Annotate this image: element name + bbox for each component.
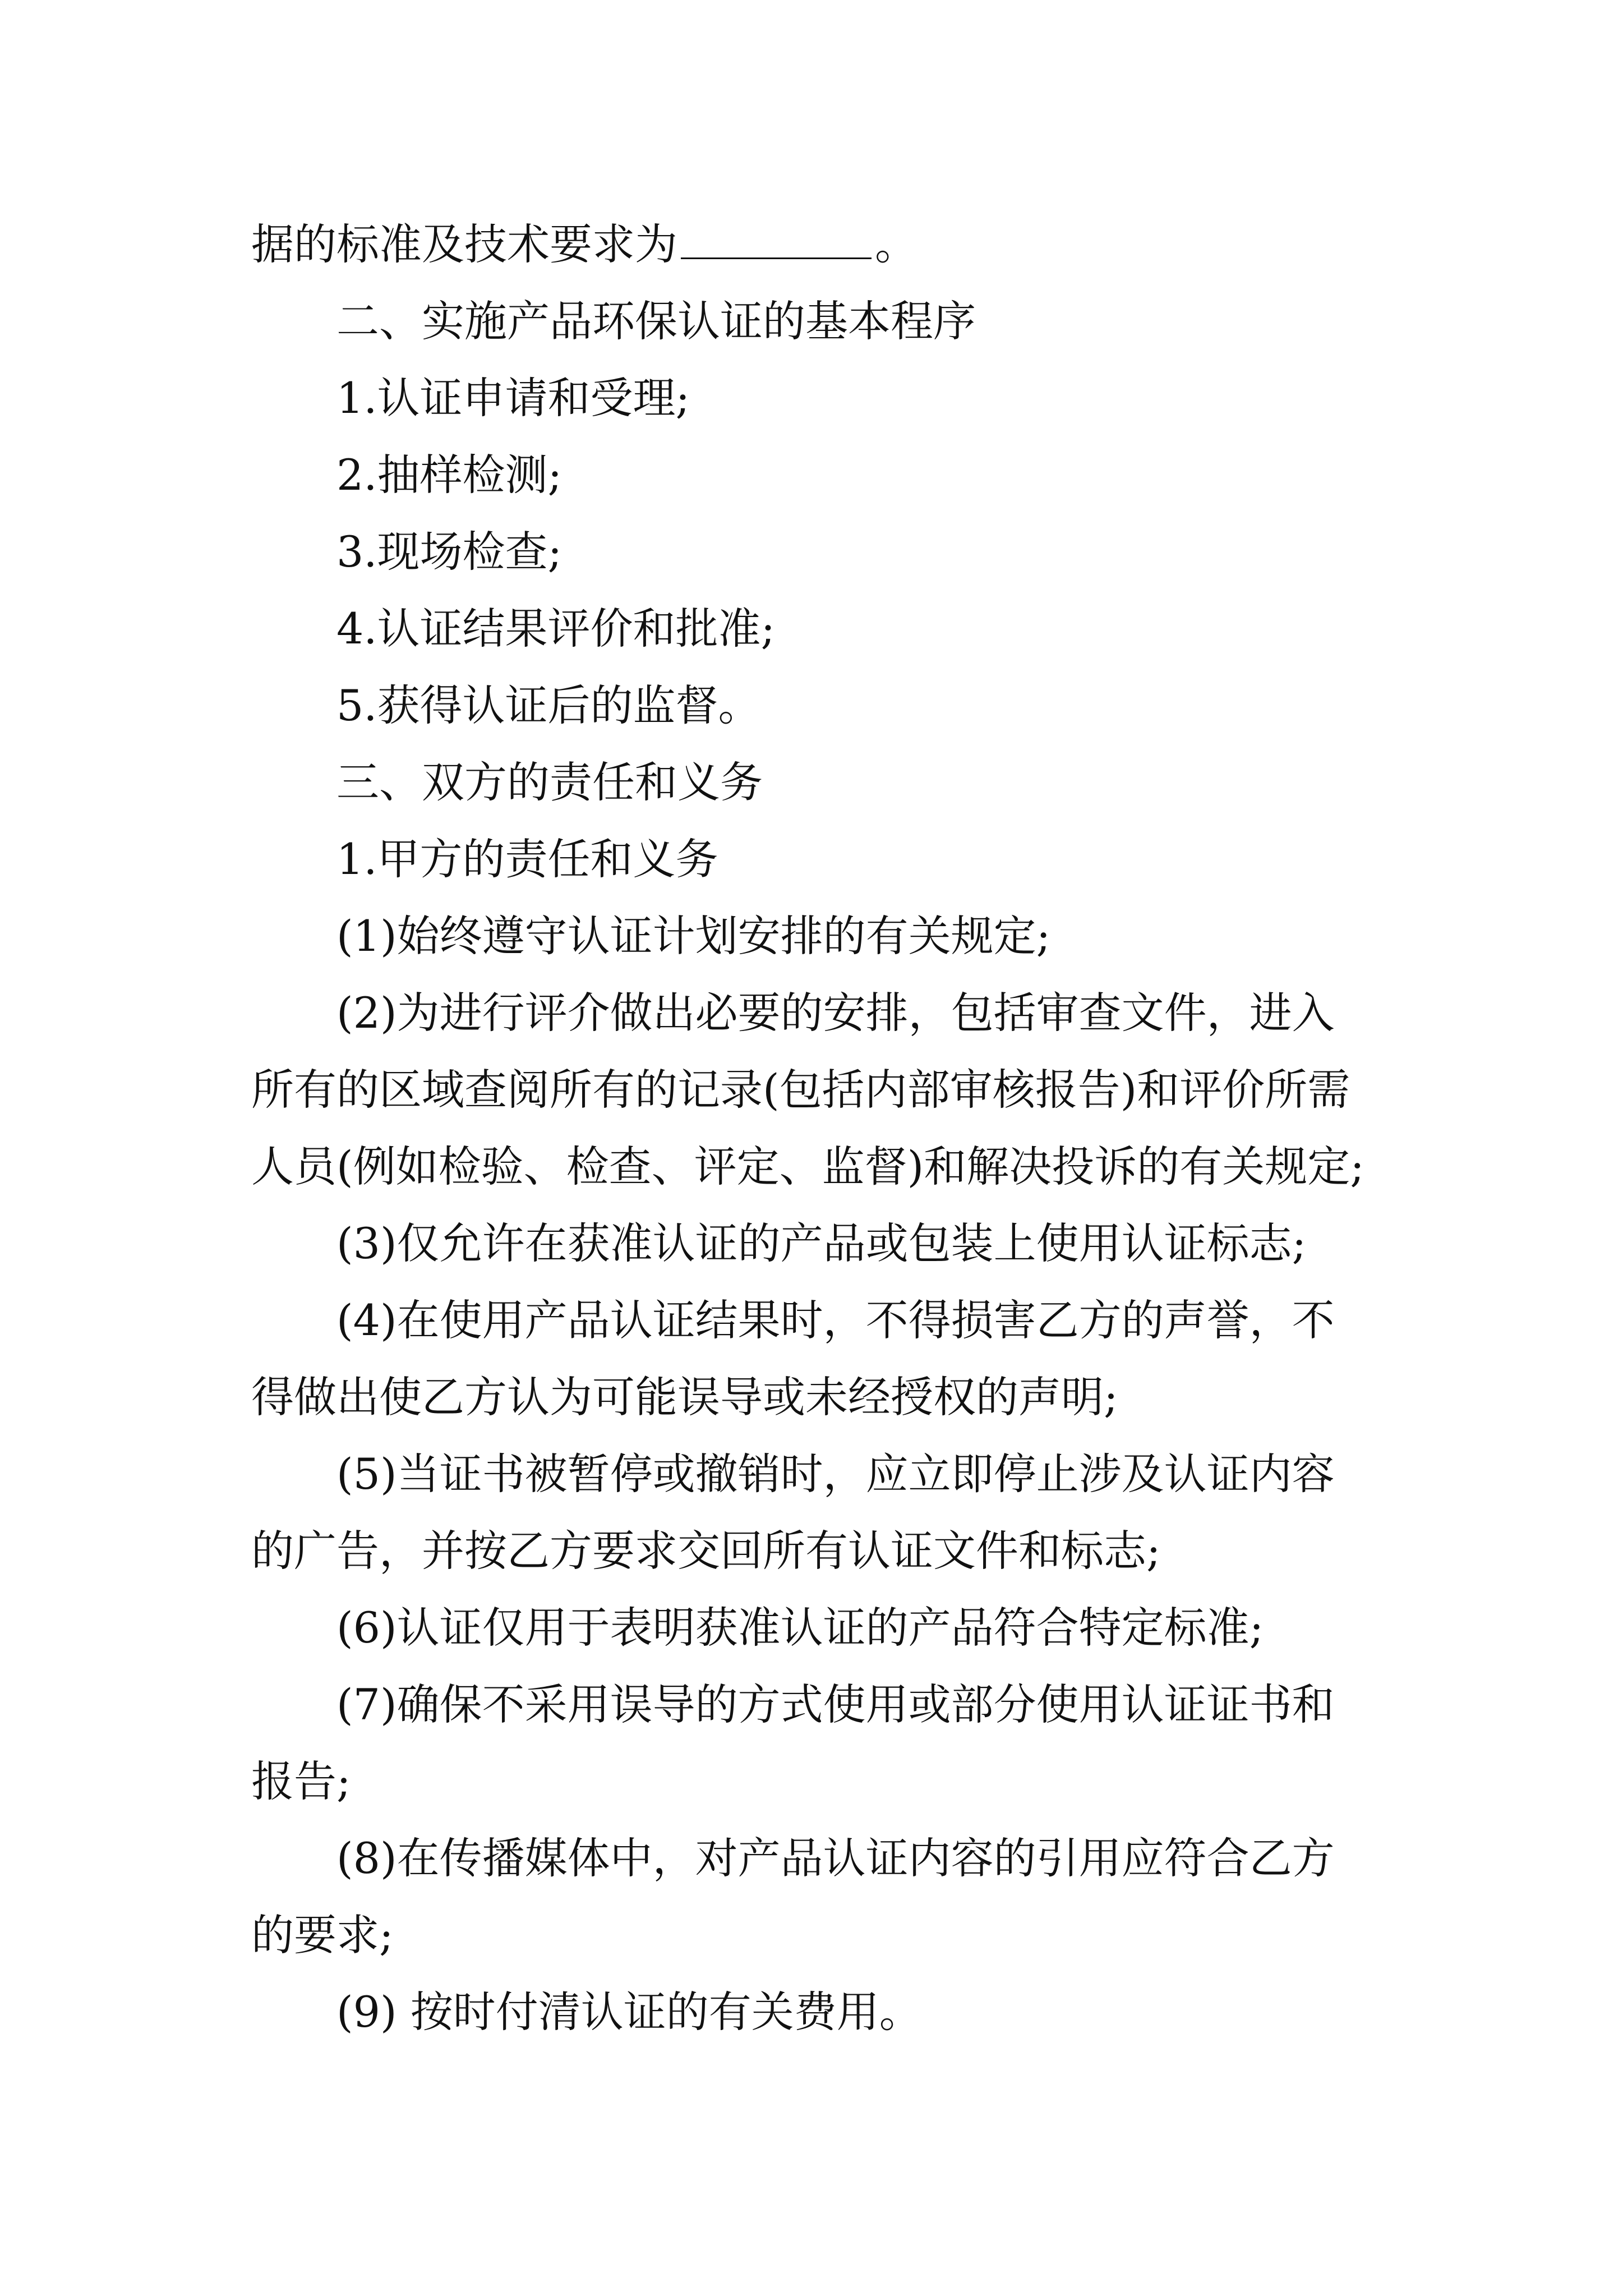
obligation-item-7-line-2: 报告;	[251, 1756, 351, 1806]
obligation-item-7-line-1: (7)确保不采用误导的方式使用或部分使用认证证书和	[336, 1680, 1335, 1729]
procedure-item-1: 1.认证申请和受理;	[336, 373, 690, 423]
procedure-item-2: 2.抽样检测;	[336, 450, 562, 500]
obligation-item-3: (3)仅允许在获准认证的产品或包装上使用认证标志;	[336, 1218, 1307, 1268]
obligation-item-6: (6)认证仅用于表明获准认证的产品符合特定标准;	[336, 1603, 1264, 1653]
line-text: 据的标准及技术要求为	[251, 219, 677, 269]
obligation-item-5-line-2: 的广告，并按乙方要求交回所有认证文件和标志;	[251, 1526, 1161, 1576]
obligation-item-8-line-1: (8)在传播媒体中，对产品认证内容的引用应符合乙方	[336, 1833, 1335, 1883]
obligation-item-2-line-2: 所有的区域查阅所有的记录(包括内部审核报告)和评价所需	[251, 1065, 1350, 1115]
procedure-item-5: 5.获得认证后的监督。	[336, 680, 761, 730]
body-line-standard-requirements	[251, 206, 917, 283]
obligation-item-4-line-2: 得做出使乙方认为可能误导或未经授权的声明;	[251, 1372, 1118, 1422]
obligation-item-4-line-1: (4)在使用产品认证结果时，不得损害乙方的声誉，不	[336, 1295, 1335, 1345]
procedure-item-3: 3.现场检查;	[336, 527, 562, 577]
section-heading-3: 三、双方的责任和义务	[336, 757, 763, 807]
obligation-item-9: (9) 按时付清认证的有关费用。	[336, 1987, 922, 2037]
obligation-item-8-line-2: 的要求;	[251, 1910, 394, 1960]
subsection-heading-party-a: 1.甲方的责任和义务	[336, 834, 718, 884]
line-text-end: 。	[875, 219, 917, 269]
procedure-item-4: 4.认证结果评价和批准;	[336, 604, 776, 654]
section-heading-2: 二、实施产品环保认证的基本程序	[336, 296, 976, 346]
obligation-item-2-line-1: (2)为进行评介做出必要的安排，包括审查文件，进入	[336, 988, 1335, 1038]
fill-in-blank	[681, 217, 872, 259]
obligation-item-1: (1)始终遵守认证计划安排的有关规定;	[336, 911, 1051, 961]
obligation-item-5-line-1: (5)当证书被暂停或撤销时，应立即停止涉及认证内容	[336, 1449, 1335, 1499]
obligation-item-2-line-3: 人员(例如检验、检查、评定、监督)和解决投诉的有关规定;	[251, 1142, 1364, 1191]
